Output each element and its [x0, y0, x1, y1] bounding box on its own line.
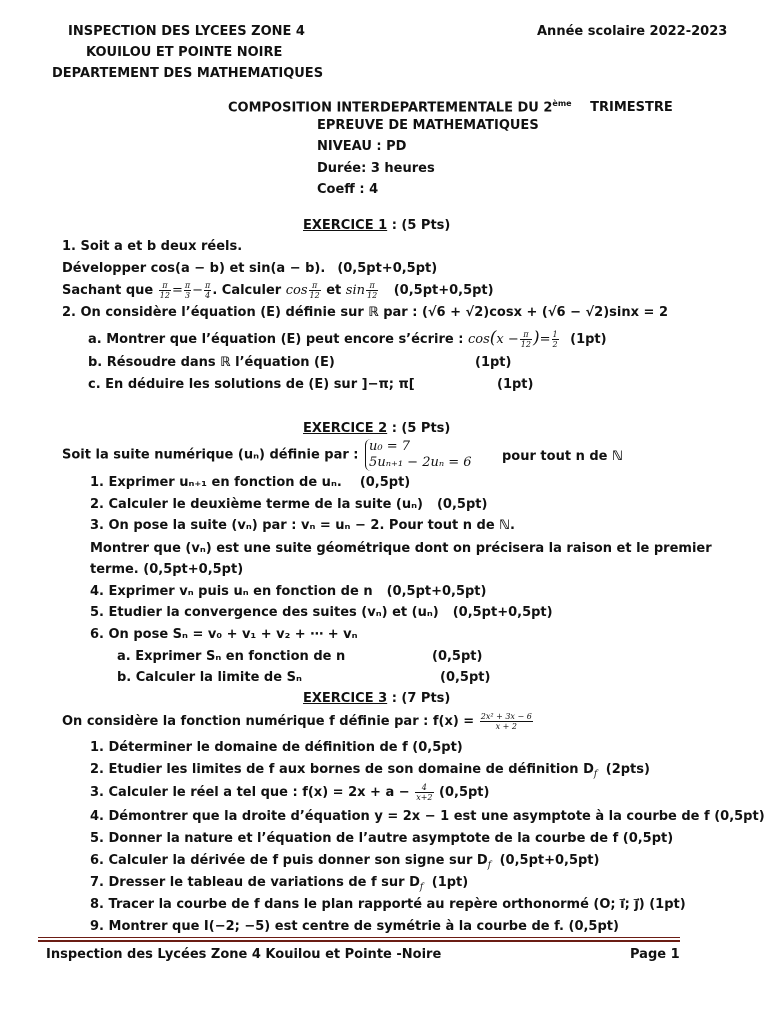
page-number: Page 1 [630, 947, 680, 962]
ex2-question-6a: a. Exprimer Sₙ en fonction de n [117, 649, 346, 664]
ex3-intro: On considère la fonction numérique f définie par : f(x) = $\frac{\text{2x² + 3x − 6}}{x + 2}$ [62, 712, 532, 731]
ex1-question-2c-points: (1pt) [497, 377, 534, 392]
niveau-label: NIVEAU : PD [317, 139, 407, 154]
ex1-question-2b: b. Résoudre dans ℝ l’équation (E) [88, 355, 335, 370]
ex3-question-5: 5. Donner la nature et l’équation de l’autre asymptote de la courbe de f (0,5pt) [90, 831, 674, 846]
ex3-question-7: 7. Dresser le tableau de variations de f sur $D_f$ (1pt) [90, 875, 469, 893]
ex1-question-2c: c. En déduire les solutions de (E) sur ]−π; π[ [88, 377, 415, 392]
ex2-question-4: 4. Exprimer vₙ puis uₙ en fonction de n (0,5pt+0,5pt) [90, 584, 487, 599]
recurrence-system: u₀ = 7 5uₙ₊₁ − 2uₙ = 6 [365, 439, 471, 471]
ex1-question-2b-points: (1pt) [475, 355, 512, 370]
exercise-3-heading: EXERCICE 3 : (7 Pts) [303, 691, 451, 706]
ex1-question-2a: a. Montrer que l’équation (E) peut encore s’écrire : cos(x − $\frac{\pi}{12}$ )= $\frac{1}{2}$ (1pt) [88, 328, 607, 349]
fraction-pi-12: $\frac{\pi}{12}$ [159, 281, 170, 300]
ex1-question-1b: Sachant que $\frac{\pi}{12}$ = $\frac{\pi}{3}$ − $\frac{\pi}{4}$ . Calculer cos $\frac{\pi}{12}$ et sin $\frac{\pi}{12}$ (0,5pt+0,5pt) [62, 281, 494, 300]
ex2-intro: Soit la suite numérique (uₙ) définie par : u₀ = 7 5uₙ₊₁ − 2uₙ = 6 [62, 439, 472, 470]
ex3-question-1: 1. Déterminer le domaine de définition de f (0,5pt) [90, 740, 463, 755]
ex3-question-2: 2. Etudier les limites de f aux bornes de son domaine de définition $D_f$ (2pts) [90, 762, 650, 780]
epreuve-title: EPREUVE DE MATHEMATIQUES [317, 118, 539, 133]
ex2-question-6b-points: (0,5pt) [440, 670, 491, 685]
ex2-question-2: 2. Calculer le deuxième terme de la suite (uₙ) (0,5pt) [90, 497, 488, 512]
ex2-question-3c: terme. (0,5pt+0,5pt) [90, 562, 244, 577]
coeff-label: Coeff : 4 [317, 182, 379, 197]
ex3-question-9: 9. Montrer que I(−2; −5) est centre de symétrie à la courbe de f. (0,5pt) [90, 919, 619, 934]
ex2-question-5: 5. Etudier la convergence des suites (vₙ) et (uₙ) (0,5pt+0,5pt) [90, 605, 553, 620]
exercise-1-heading: EXERCICE 1 : (5 Pts) [303, 218, 451, 233]
function-fraction: $\frac{\text{2x² + 3x − 6}}{x + 2}$ [480, 712, 532, 731]
footer-inspection: Inspection des Lycées Zone 4 Kouilou et Pointe -Noire [46, 947, 442, 962]
ex2-intro-domain: pour tout n de ℕ [502, 449, 623, 464]
ex3-question-4: 4. Démontrer que la droite d’équation y = 2x − 1 est une asymptote à la courbe de f (0,5pt) [90, 809, 765, 824]
duree-label: Durée: 3 heures [317, 161, 435, 176]
ex3-question-3: 3. Calculer le réel a tel que : f(x) = 2x + a − $\frac{4}{x+2}$ (0,5pt) [90, 783, 490, 802]
ex1-question-1a: Développer cos(a − b) et sin(a − b). (0,5pt+0,5pt) [62, 261, 438, 276]
ex1-question-2: 2. On considère l’équation (E) définie sur ℝ par : (√6 + √2)cosx + (√6 − √2)sinx = 2 [62, 305, 668, 320]
ex3-question-6: 6. Calculer la dérivée de f puis donner son signe sur $D_f$ (0,5pt+0,5pt) [90, 853, 600, 871]
exercise-2-heading: EXERCICE 2 : (5 Pts) [303, 421, 451, 436]
ex2-question-1: 1. Exprimer uₙ₊₁ en fonction de uₙ. (0,5pt) [90, 475, 411, 490]
header-region: KOUILOU ET POINTE NOIRE [86, 45, 283, 60]
ex2-question-6a-points: (0,5pt) [432, 649, 483, 664]
ex1-question-1: 1. Soit a et b deux réels. [62, 239, 243, 254]
ex3-question-8: 8. Tracer la courbe de f dans le plan rapporté au repère orthonormé (O; i⃗; j⃗) (1pt) [90, 897, 686, 912]
ex2-question-3: 3. On pose la suite (vₙ) par : vₙ = uₙ − 2. Pour tout n de ℕ. [90, 518, 515, 533]
ex2-question-3b: Montrer que (vₙ) est une suite géométrique dont on précisera la raison et le premier [90, 541, 712, 556]
header-school-year: Année scolaire 2022-2023 [537, 24, 728, 39]
header-inspection: INSPECTION DES LYCEES ZONE 4 [68, 24, 305, 39]
footer-rule-thick [38, 940, 680, 942]
ex2-question-6b: b. Calculer la limite de Sₙ [117, 670, 302, 685]
footer-rule-thin [38, 937, 680, 938]
composition-title: COMPOSITION INTERDEPARTEMENTALE DU 2ème TRIMESTRE [228, 99, 673, 116]
header-department: DEPARTEMENT DES MATHEMATIQUES [52, 66, 324, 81]
ex2-question-6: 6. On pose Sₙ = v₀ + v₁ + v₂ + ⋯ + vₙ [90, 627, 358, 642]
